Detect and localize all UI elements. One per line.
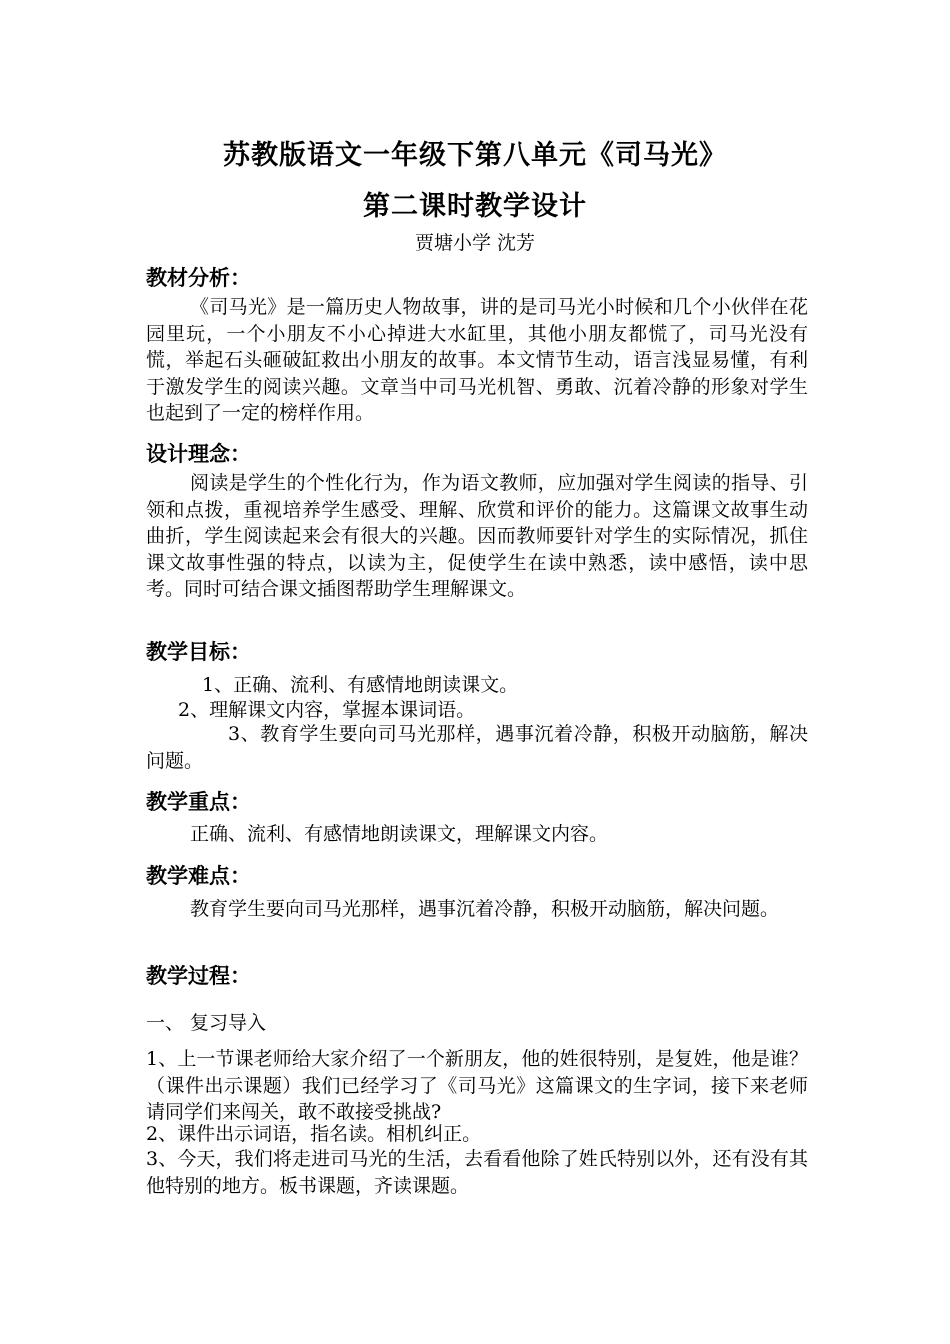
process-item-2: 2、课件出示词语，指名读。相机纠正。 [146,1123,482,1145]
analysis-text: 《司马光》是一篇历史人物故事，讲的是司马光小时候和几个小伙伴在花园里玩，一个小朋友不小心掉进大水缸里，其他小朋友都慌了，司马光没有慌，举起石头砸破缸救出小朋友的故事。本文情节生动，语言浅显易懂，有利于激发学生的阅读兴趣。文章当中司马光机智、勇敢、沉着冷静的形象对学生也起到了一定的榜样作用。 [146,296,808,424]
goal-item-3: 3、教育学生要向司马光那样，遇事沉着冷静，积极开动脑筋，解决问题。 [146,723,808,772]
process-step-1: 一、 复习导入 [146,1012,267,1034]
heading-process: 教学过程： [146,964,251,988]
goal-item-1: 1、正确、流利、有感情地朗读课文。 [202,674,519,696]
heading-concept: 设计理念： [146,442,251,466]
process-item-1: 1、上一节课老师给大家介绍了一个新朋友，他的姓很特别，是复姓，他是谁？（课件出示课题）我们已经学习了《司马光》这篇课文的生字词，接下来老师请同学们来闯关，敢不敢接受挑战? [146,1048,808,1123]
key-points-text: 正确、流利、有感情地朗读课文，理解课文内容。 [190,823,609,845]
goal-item-2: 2、理解课文内容，掌握本课词语。 [178,699,476,721]
author: 贾塘小学 沈芳 [414,232,536,254]
title-line-1: 苏教版语文一年级下第八单元《司马光》 [223,140,727,171]
concept-text: 阅读是学生的个性化行为，作为语文教师，应加强对学生阅读的指导、引领和点拨，重视培养学生感受、理解、欣赏和评价的能力。这篇课文故事生动曲折，学生阅读起来会有很大的兴趣。因而教师要针对学生的实际情况，抓住课文故事性强的特点，以读为主，促使学生在读中熟悉，读中感悟，读中思考。同时可结合课文插图帮助学生理解课文。 [146,472,808,600]
heading-goals: 教学目标： [146,640,251,664]
heading-difficulties: 教学难点： [146,864,251,888]
heading-analysis: 教材分析： [146,266,251,290]
difficulties-text: 教育学生要向司马光那样，遇事沉着冷静，积极开动脑筋，解决问题。 [190,898,780,920]
heading-key-points: 教学重点： [146,790,251,814]
title-line-2: 第二课时教学设计 [363,191,587,222]
process-item-3: 3、今天，我们将走进司马光的生活，去看看他除了姓氏特别以外，还有没有其他特别的地方。板书课题，齐读课题。 [146,1148,808,1197]
